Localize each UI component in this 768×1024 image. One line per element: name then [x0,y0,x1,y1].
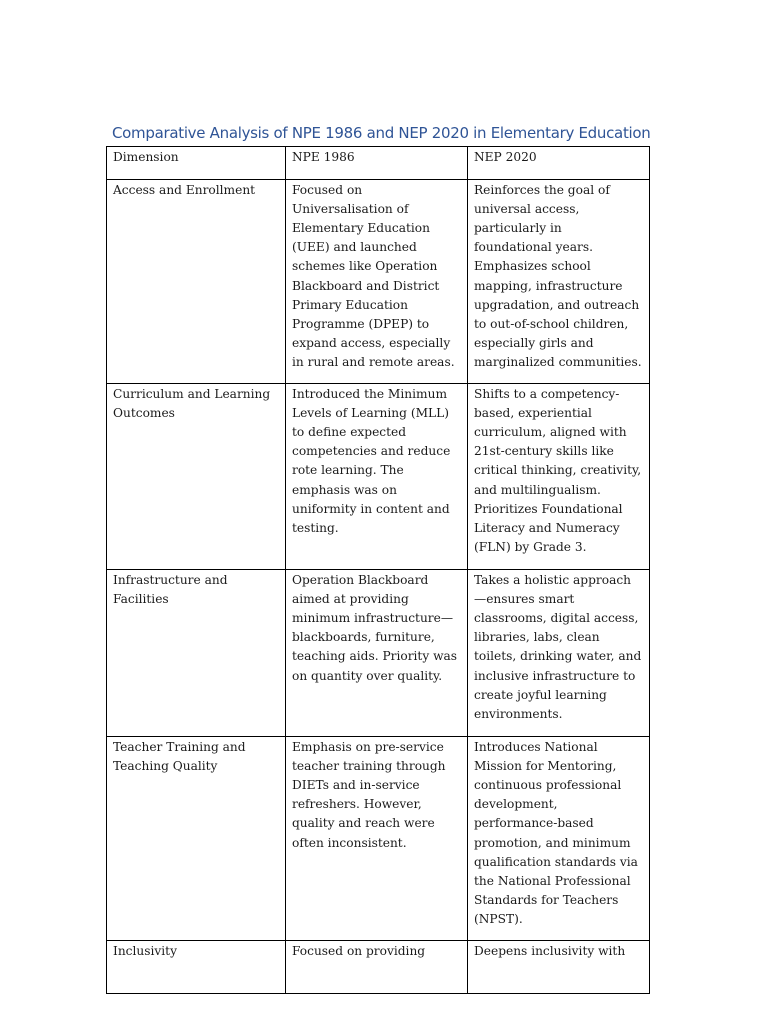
table-header-row [107,147,650,180]
cell-npe-1986: Operation Blackboard aimed at providing minimum infrastructure—blackboards, furniture, teaching aids. Priority was on quantity over quality. [286,570,468,737]
cell-nep-2020: Deepens inclusivity with [468,940,650,993]
header-nep-2020: NEP 2020 [468,147,650,180]
header-dimension: Dimension [107,147,286,180]
cell-dimension: Curriculum and Learning Outcomes [107,384,286,570]
cell-nep-2020: Shifts to a competency-based, experiential curriculum, aligned with 21st-century skills like critical thinking, creativity, and multilingualism. Prioritizes Foundational Literacy and Numeracy (FLN) by Grade 3. [468,384,650,570]
cell-nep-2020: Reinforces the goal of universal access, particularly in foundational years. Emphasizes school mapping, infrastructure upgradation, and outreach to out-of-school children, especially girls and marginalized communities. [468,180,650,384]
table-row [107,737,650,941]
cell-dimension: Teacher Training and Teaching Quality [107,737,286,941]
comparison-table [106,146,650,994]
cell-npe-1986: Focused on providing [286,940,468,993]
document-title: Comparative Analysis of NPE 1986 and NEP 2020 in Elementary Education [112,124,651,142]
cell-dimension: Infrastructure and Facilities [107,570,286,737]
header-npe-1986: NPE 1986 [286,147,468,180]
cell-dimension: Access and Enrollment [107,180,286,384]
table-row [107,570,650,737]
cell-npe-1986: Emphasis on pre-service teacher training through DIETs and in-service refreshers. However, quality and reach were often inconsistent. [286,737,468,941]
cell-nep-2020: Takes a holistic approach—ensures smart classrooms, digital access, libraries, labs, clean toilets, drinking water, and inclusive infrastructure to create joyful learning environments. [468,570,650,737]
cell-npe-1986: Focused on Universalisation of Elementary Education (UEE) and launched schemes like Operation Blackboard and District Primary Education Programme (DPEP) to expand access, especially in rural and remote areas. [286,180,468,384]
table-row [107,940,650,993]
table-row [107,180,650,384]
table-row [107,384,650,570]
cell-npe-1986: Introduced the Minimum Levels of Learning (MLL) to define expected competencies and reduce rote learning. The emphasis was on uniformity in content and testing. [286,384,468,570]
comparison-table-container [106,146,650,958]
cell-dimension: Inclusivity [107,940,286,993]
cell-nep-2020: Introduces National Mission for Mentoring, continuous professional development, performance-based promotion, and minimum qualification standards via the National Professional Standards for Teachers (NPST). [468,737,650,941]
